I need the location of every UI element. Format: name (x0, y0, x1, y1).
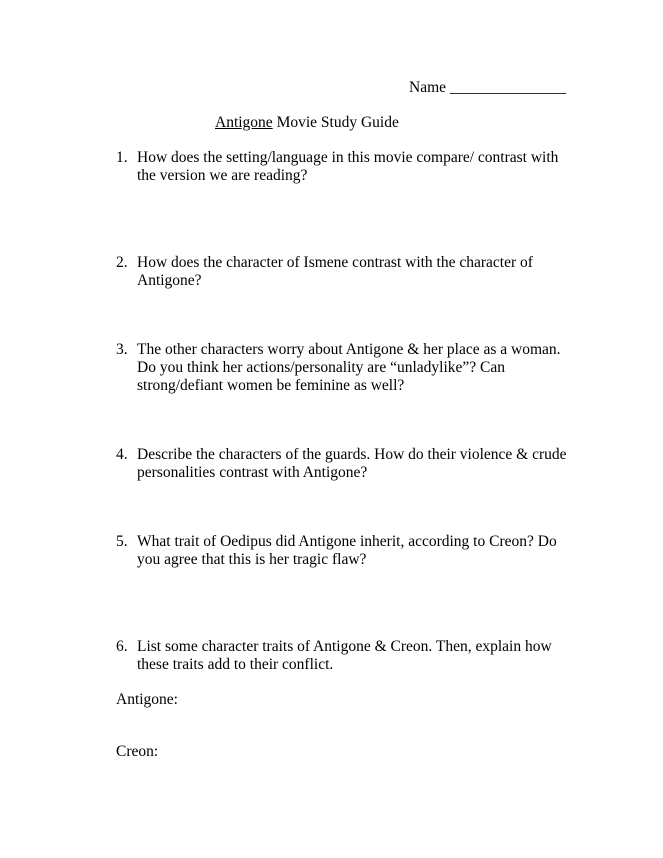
page-title (215, 114, 399, 132)
name-blank[interactable]: _______________ (449, 79, 567, 96)
question-number: 1. (116, 149, 128, 166)
question-number: 5. (116, 533, 128, 550)
question-text: Describe the characters of the guards. How do their violence & crude personalities contrast with Antigone? (137, 446, 567, 481)
title-rest: Movie Study Guide (272, 114, 399, 131)
question-3 (116, 341, 576, 395)
question-1 (116, 149, 576, 185)
question-text: What trait of Oedipus did Antigone inherit, according to Creon? Do you agree that this is her tragic flaw? (137, 533, 557, 568)
antigone-label: Antigone: (116, 691, 178, 708)
question-text: The other characters worry about Antigone & her place as a woman. Do you think her actions/personality are “unladylike”? Can strong/defiant women be feminine as well? (137, 341, 561, 394)
question-text: How does the character of Ismene contrast with the character of Antigone? (137, 254, 533, 289)
question-4 (116, 446, 576, 482)
question-number: 4. (116, 446, 128, 463)
name-label: Name (409, 79, 447, 96)
creon-label: Creon: (116, 743, 159, 760)
question-text: List some character traits of Antigone & Creon. Then, explain how these traits add to their conflict. (137, 638, 552, 673)
question-2 (116, 254, 576, 290)
question-number: 6. (116, 638, 128, 655)
title-play-name: Antigone (215, 114, 273, 131)
name-field[interactable] (409, 79, 566, 97)
question-number: 2. (116, 254, 128, 271)
question-text: How does the setting/language in this movie compare/ contrast with the version we are reading? (137, 149, 559, 184)
question-5 (116, 533, 576, 569)
question-number: 3. (116, 341, 128, 358)
question-6 (116, 638, 576, 674)
